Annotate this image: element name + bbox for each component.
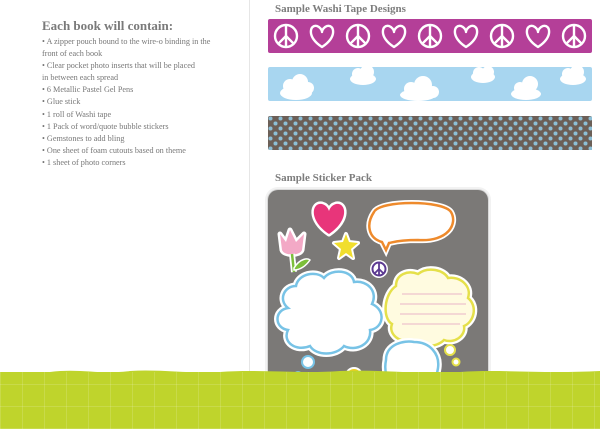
sticker-title: Sample Sticker Pack: [275, 172, 372, 184]
heart-icon: [455, 26, 477, 47]
green-strip: [0, 372, 600, 429]
peace-sign-icon: [347, 25, 369, 47]
contents-item: • Clear pocket photo inserts that will be placed: [42, 61, 195, 71]
cloud-bubble-blue-sticker: [278, 272, 382, 380]
dot-pattern: [268, 116, 592, 150]
cloud-icon: [511, 76, 541, 100]
contents-heading: Each book will contain:: [42, 18, 174, 33]
contents-section: [42, 18, 242, 169]
heart-sticker: [314, 204, 344, 234]
cloud-icon: [471, 67, 495, 83]
contents-item: • 1 sheet of photo corners: [42, 157, 126, 167]
washi-tape-clouds: [268, 67, 592, 101]
washi-tape-peace-hearts: [268, 19, 592, 53]
heart-icon: [527, 26, 549, 47]
cloud-icon: [400, 76, 439, 101]
washi-title: Sample Washi Tape Designs: [275, 3, 406, 15]
contents-item: • A zipper pouch bound to the wire-o binding in the: [42, 37, 211, 46]
cloud-icon: [560, 67, 586, 85]
contents-list: [42, 36, 242, 169]
contents-item: in between each spread: [42, 73, 119, 83]
page-divider: [249, 0, 250, 372]
peace-sign-icon: [419, 25, 441, 47]
contents-item: • 6 Metallic Pastel Gel Pens: [42, 85, 134, 95]
contents-item: • Glue stick: [42, 97, 81, 107]
contents-item: • One sheet of foam cutouts based on theme: [42, 145, 186, 155]
speech-bubble-orange-sticker: [369, 203, 453, 250]
contents-item: • 1 Pack of word/quote bubble stickers: [42, 121, 169, 131]
cloud-pattern: [268, 67, 592, 101]
contents-item: • Gemstones to add bling: [42, 133, 125, 143]
washi-tape-dots: [268, 116, 592, 150]
star-sticker: [334, 234, 358, 258]
peace-sign-sticker: [371, 261, 387, 277]
heart-icon: [383, 26, 405, 47]
contents-item: front of each book: [42, 49, 103, 59]
heart-icon: [311, 26, 333, 47]
contents-item: • 1 roll of Washi tape: [42, 109, 112, 119]
peace-sign-icon: [275, 25, 297, 47]
cloud-icon: [350, 67, 376, 85]
peace-sign-icon: [563, 25, 585, 47]
tulip-sticker: [280, 230, 310, 272]
peace-heart-pattern: [268, 19, 592, 53]
peace-sign-icon: [491, 25, 513, 47]
cloud-icon: [280, 74, 314, 100]
